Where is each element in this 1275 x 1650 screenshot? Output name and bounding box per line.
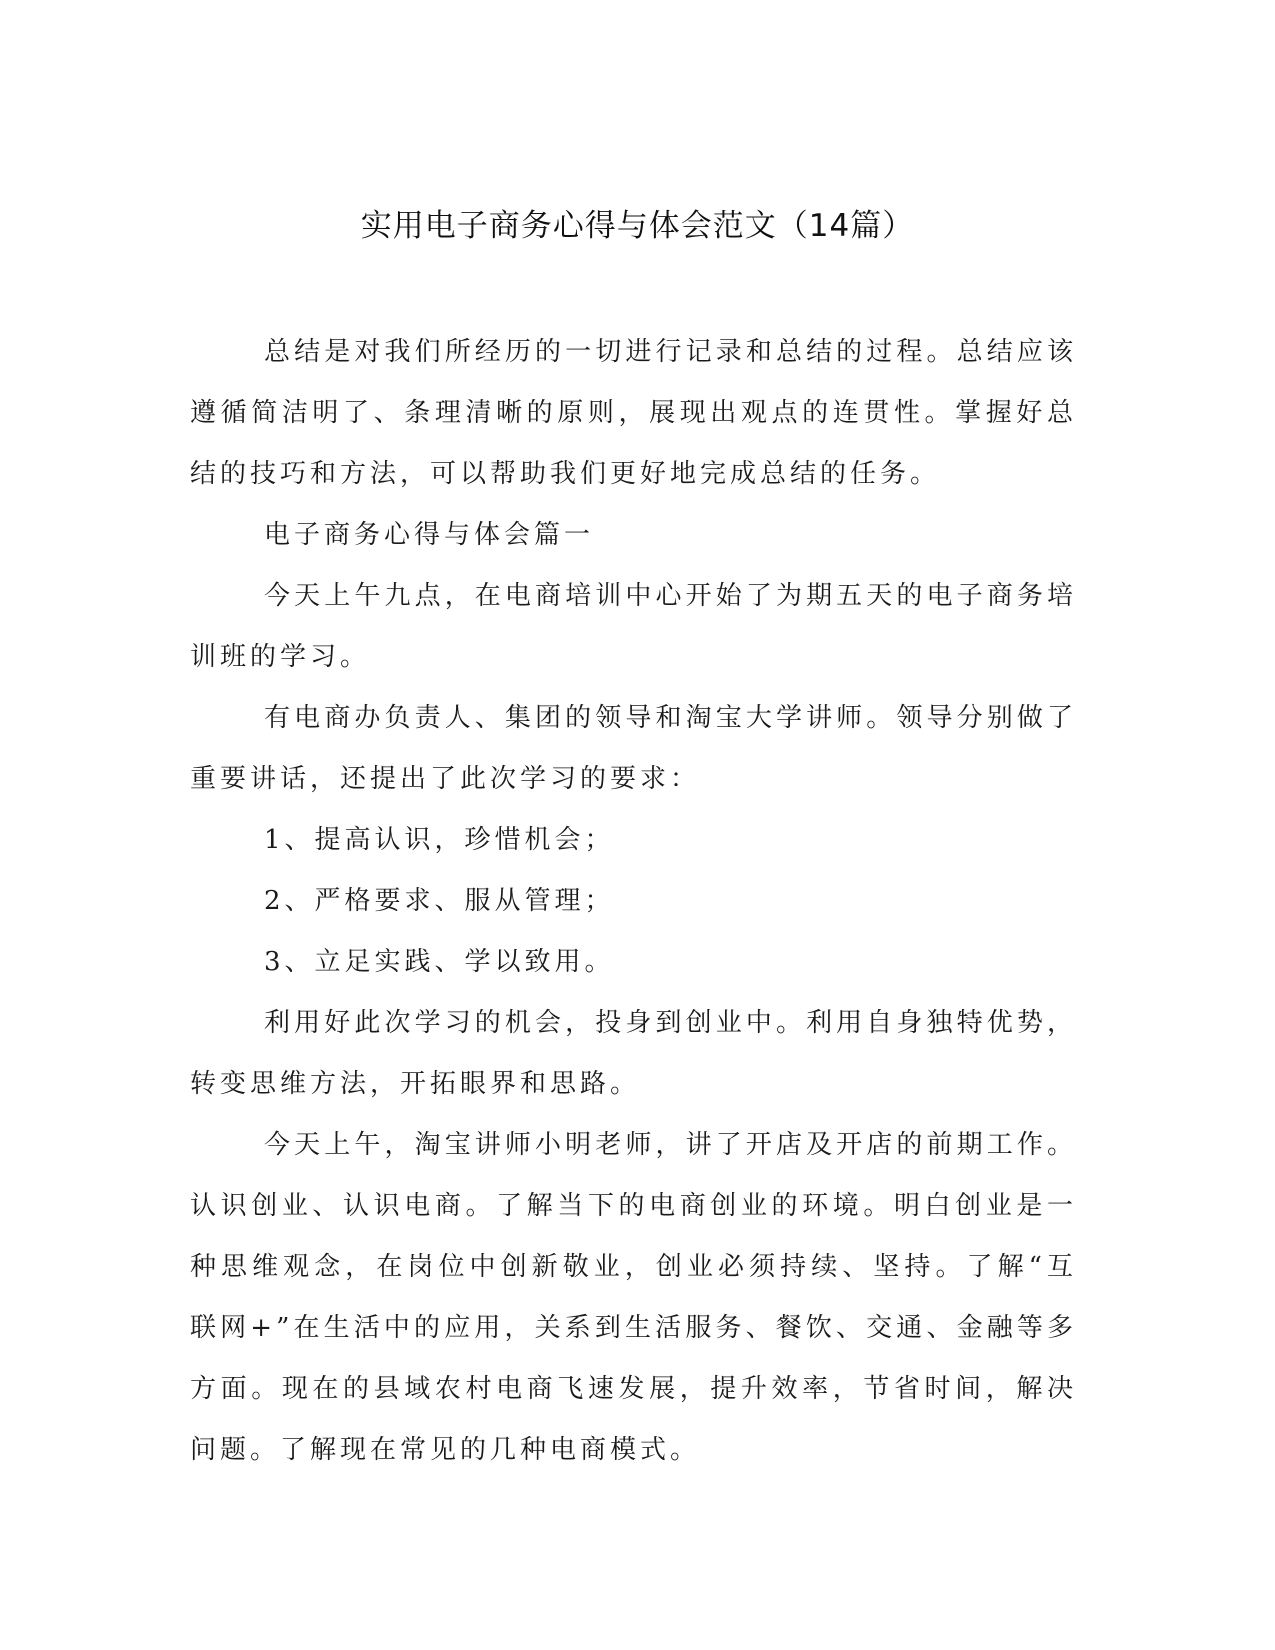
paragraph: 今天上午，淘宝讲师小明老师，讲了开店及开店的前期工作。认识创业、认识电商。了解当下的电商创业的环境。明白创业是一种思维观念，在岗位中创新敬业，创业必须持续、坚持。了解“互联网+”在生活中的应用，关系到生活服务、餐饮、交通、金融等多方面。现在的县域农村电商飞速发展，提升效率，节省时间，解决问题。了解现在常见的几种电商模式。	[190, 1130, 1077, 1465]
paragraph: 有电商办负责人、集团的领导和淘宝大学讲师。领导分别做了重要讲话，还提出了此次学习的要求：	[190, 703, 1077, 794]
list-item: 2、严格要求、服从管理；	[264, 886, 615, 916]
document-title: 实用电子商务心得与体会范文（14篇）	[360, 208, 915, 244]
section-heading: 电子商务心得与体会篇一	[264, 520, 595, 550]
paragraph: 今天上午九点，在电商培训中心开始了为期五天的电子商务培训班的学习。	[190, 581, 1077, 672]
document-body	[190, 322, 1077, 1481]
intro-paragraph: 总结是对我们所经历的一切进行记录和总结的过程。总结应该遵循简洁明了、条理清晰的原则，展现出观点的连贯性。掌握好总结的技巧和方法，可以帮助我们更好地完成总结的任务。	[190, 337, 1077, 489]
list-item: 3、立足实践、学以致用。	[264, 947, 615, 977]
paragraph: 利用好此次学习的机会，投身到创业中。利用自身独特优势，转变思维方法，开拓眼界和思路。	[190, 1008, 1077, 1099]
list-item: 1、提高认识，珍惜机会；	[264, 825, 615, 855]
